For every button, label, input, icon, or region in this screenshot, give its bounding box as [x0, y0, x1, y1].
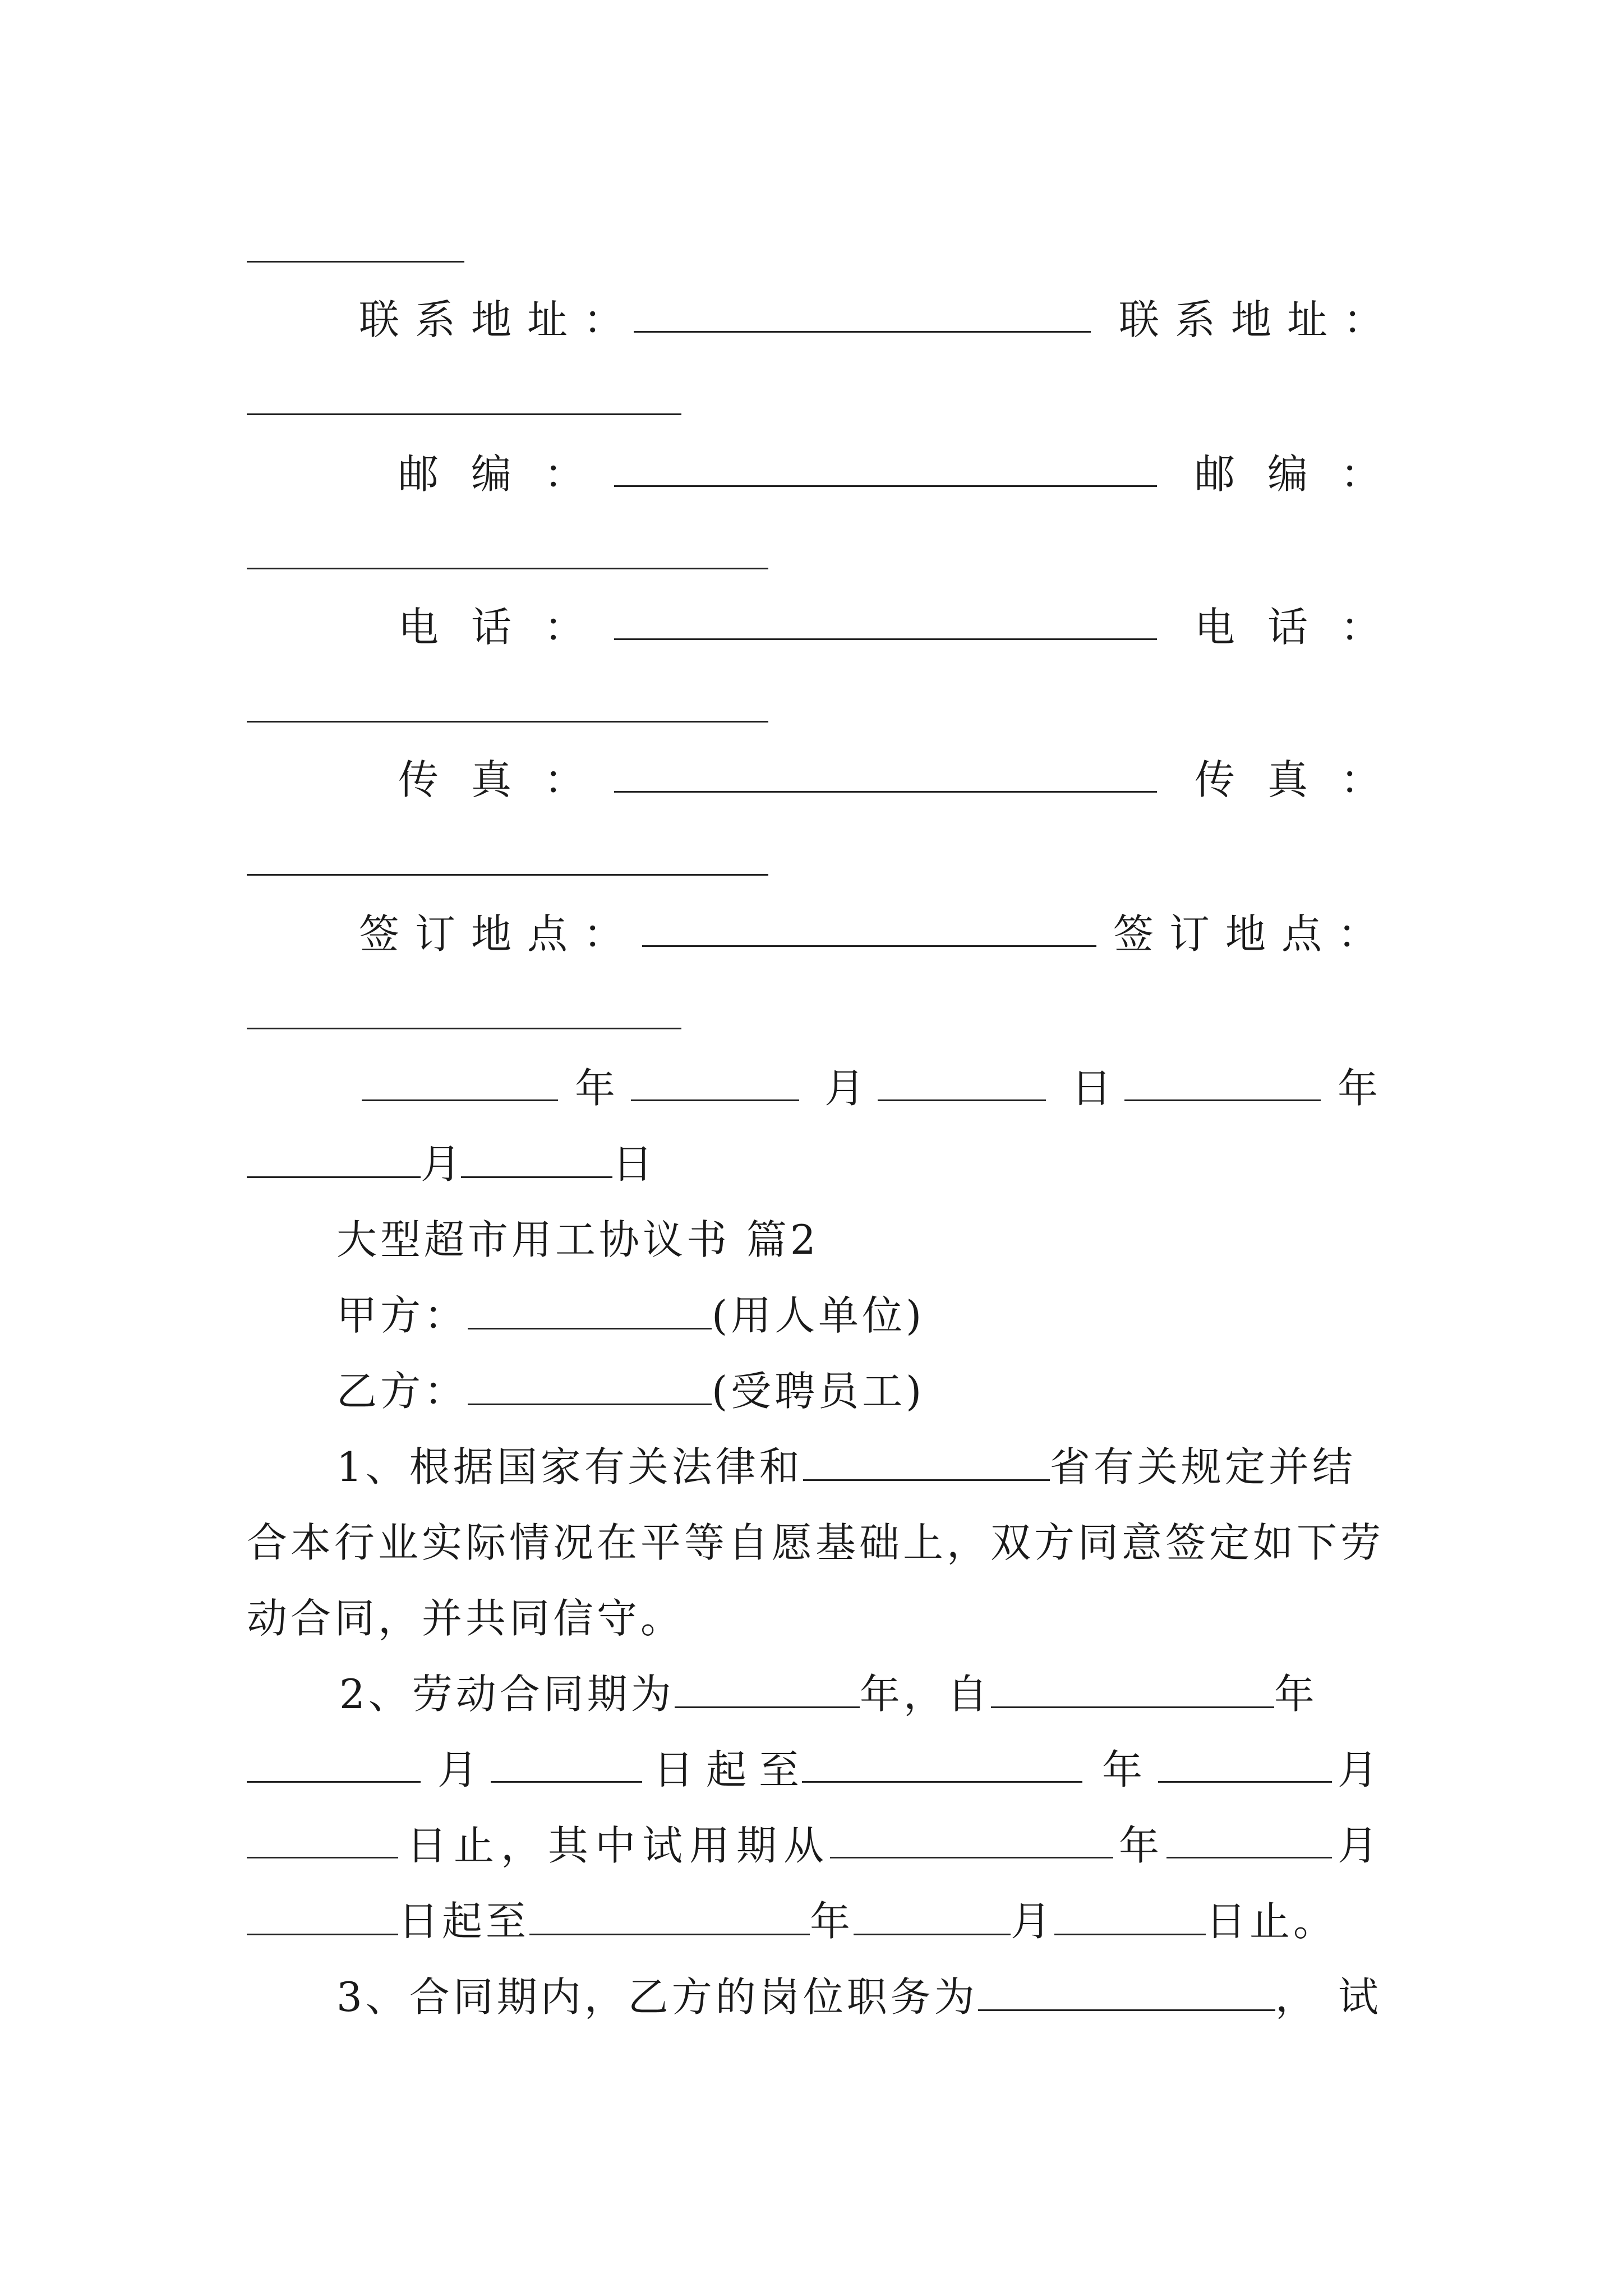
contact-address-row: [247, 292, 1400, 348]
clause-2-text-k: 日起至: [398, 1898, 530, 1945]
start-day-blank[interactable]: [491, 1747, 642, 1783]
party-a-postcode-blank[interactable]: [614, 452, 1157, 487]
contract-years-blank[interactable]: [675, 1673, 860, 1708]
sign-date-row-2: [247, 1136, 653, 1192]
end-day-blank[interactable]: [247, 1823, 398, 1858]
trial-end-month-blank[interactable]: [854, 1900, 1011, 1935]
party-a-fax-label: 传真：: [398, 756, 617, 803]
party-a-year-label: 年: [575, 1065, 616, 1112]
party-a-note: (用人单位): [712, 1292, 925, 1339]
party-a-row: [336, 1287, 925, 1343]
clause-1-line-1: [336, 1439, 1356, 1495]
clause-2-line-3: [247, 1818, 1377, 1874]
clause-3-text-a: 3、合同期内，乙方的岗位职务为: [336, 1973, 978, 2021]
trial-start-year-blank[interactable]: [830, 1823, 1113, 1858]
clause-2-text-h: 日止，其中试用期从: [407, 1822, 831, 1869]
party-a-day-label: 日: [1071, 1065, 1112, 1112]
party-b-postcode-blank[interactable]: [247, 568, 768, 569]
party-b-address-blank[interactable]: [247, 413, 681, 415]
party-a-name-blank[interactable]: [468, 1294, 712, 1329]
clause-2-text-a: 2、劳动合同期为: [339, 1671, 675, 1718]
clause-2-text-i: 年: [1119, 1822, 1160, 1869]
clause-2-text-m: 月: [1011, 1898, 1055, 1945]
party-b-label: 乙方：: [336, 1368, 468, 1415]
trial-end-year-blank[interactable]: [529, 1900, 810, 1935]
clause-1-line-3: [247, 1590, 684, 1646]
blank-line[interactable]: [247, 261, 464, 263]
clause-2-text-c: 年: [1274, 1671, 1318, 1718]
clause-3-line-1: [336, 1969, 1401, 2025]
province-blank[interactable]: [803, 1446, 1050, 1481]
party-b-month-blank[interactable]: [247, 1143, 421, 1178]
clause-2-text-d: 月: [437, 1746, 478, 1793]
party-b-day-label: 日: [612, 1140, 653, 1188]
party-b-phone-blank[interactable]: [247, 721, 768, 723]
clause-2-text-e: 日起至: [653, 1746, 812, 1793]
clause-2-text-g: 月: [1338, 1746, 1378, 1793]
party-a-address-blank[interactable]: [634, 297, 1091, 333]
clause-1-text-b: 省有关规定并结: [1049, 1443, 1356, 1490]
party-a-phone-label: 电话：: [398, 604, 617, 651]
clause-2-text-l: 年: [810, 1898, 854, 1945]
clause-1-text-d: 动合同，并共同信守。: [247, 1595, 685, 1642]
party-b-address-label: 联系地址：: [1119, 296, 1400, 343]
end-year-blank[interactable]: [802, 1747, 1082, 1783]
clause-1-line-2: [247, 1515, 1384, 1571]
clause-2-text-n: 日止。: [1206, 1898, 1338, 1945]
clause-3-text-b: ，试: [1275, 1973, 1401, 2021]
party-a-year-blank[interactable]: [362, 1066, 558, 1101]
party-a-label: 甲方：: [336, 1292, 468, 1339]
party-b-row: [336, 1363, 925, 1419]
contact-postcode-row: [247, 446, 1414, 502]
party-a-month-blank[interactable]: [631, 1066, 799, 1101]
party-a-address-label: 联系地址：: [359, 296, 640, 343]
party-b-sign-place-label: 签订地点：: [1113, 910, 1394, 958]
party-a-day-blank[interactable]: [878, 1066, 1046, 1101]
party-b-postcode-label: 邮编：: [1195, 450, 1414, 498]
party-b-name-blank[interactable]: [468, 1370, 712, 1405]
trial-start-day-blank[interactable]: [247, 1900, 398, 1935]
clause-2-text-f: 年: [1102, 1746, 1143, 1793]
party-a-fax-blank[interactable]: [614, 757, 1157, 793]
party-b-phone-label: 电话：: [1195, 604, 1414, 651]
contact-fax-row: [247, 752, 1414, 808]
clause-1-text-a: 1、根据国家有关法律和: [336, 1443, 803, 1490]
party-a-month-label: 月: [824, 1065, 865, 1112]
party-b-note: (受聘员工): [712, 1368, 925, 1415]
sign-place-row: [247, 906, 1394, 962]
party-a-sign-place-blank[interactable]: [642, 912, 1096, 947]
party-b-fax-label: 传真：: [1195, 756, 1414, 803]
party-b-fax-blank[interactable]: [247, 874, 768, 876]
section-title: [336, 1212, 819, 1268]
trial-start-month-blank[interactable]: [1166, 1823, 1332, 1858]
party-b-month-label: 月: [421, 1140, 462, 1188]
start-year-blank[interactable]: [991, 1673, 1274, 1708]
party-a-phone-blank[interactable]: [614, 605, 1157, 640]
section-title-text: 大型超市用工协议书 篇2: [336, 1216, 819, 1263]
clause-2-line-2: [247, 1742, 1377, 1798]
party-b-year-blank[interactable]: [1124, 1066, 1321, 1101]
party-b-year-label: 年: [1338, 1065, 1378, 1112]
contact-phone-row: [247, 599, 1414, 655]
position-blank[interactable]: [978, 1976, 1275, 2011]
party-b-day-blank[interactable]: [461, 1143, 612, 1178]
clause-2-line-4: [247, 1893, 1337, 1949]
sign-date-row: [247, 1060, 1377, 1116]
clause-1-text-c: 合本行业实际情况在平等自愿基础上，双方同意签定如下劳: [247, 1519, 1385, 1566]
party-a-postcode-label: 邮编：: [398, 450, 617, 498]
clause-2-line-1: [339, 1666, 1318, 1722]
clause-2-text-b: 年，自: [859, 1671, 991, 1718]
end-month-blank[interactable]: [1158, 1747, 1332, 1783]
trial-end-day-blank[interactable]: [1054, 1900, 1206, 1935]
start-month-blank[interactable]: [247, 1747, 421, 1783]
clause-2-text-j: 月: [1338, 1822, 1378, 1869]
party-b-sign-place-blank[interactable]: [247, 1028, 681, 1029]
party-a-sign-place-label: 签订地点：: [359, 910, 640, 958]
